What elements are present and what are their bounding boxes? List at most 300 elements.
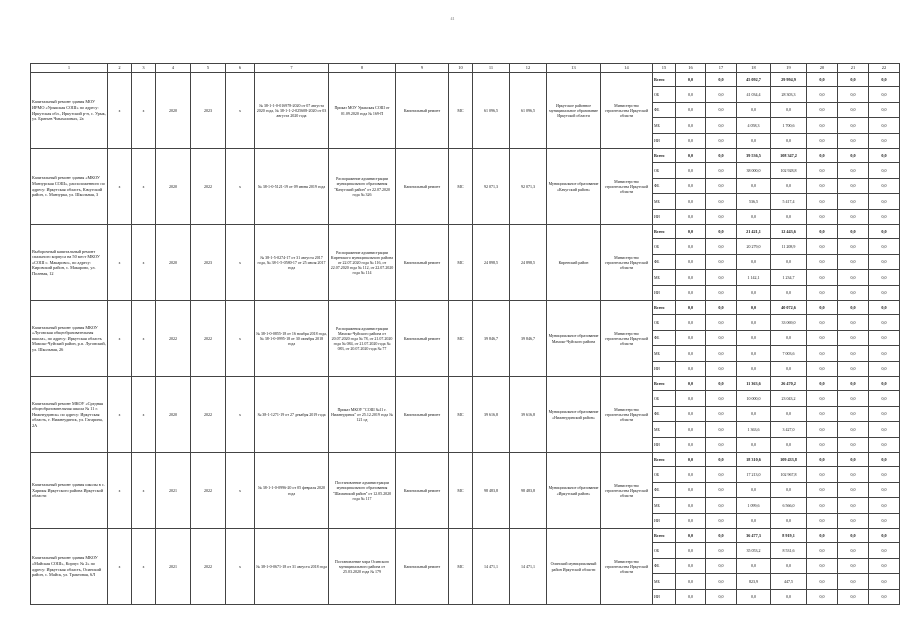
amount-cell: 0,0 [676,194,706,210]
funding-source: ОБ [653,391,676,407]
col-6: х [226,529,255,605]
amount-cell: 0,0 [676,453,706,467]
approval-document: Приказ МОУ Урыкская СОШ от 01.09.2020 года № 169-П [329,73,396,149]
amount-cell: 0,0 [838,225,869,239]
amount-cell: 7 003,6 [771,346,807,362]
col-10: МС [449,73,473,149]
funding-source: ФБ [653,558,676,574]
amount-cell: 0,0 [771,558,807,574]
amount-cell: 0,0 [771,437,807,453]
amount-cell: 0,0 [706,209,737,225]
amount-cell: 0,0 [838,467,869,483]
amount-cell: 0,0 [869,149,900,163]
col-10: МС [449,453,473,529]
amount-cell: 0,0 [807,543,838,559]
municipality: Муниципальное образование «Нижнеудинский район» [547,377,601,453]
amount-cell: 0,0 [737,482,771,498]
object-name: Капитальный ремонт МКОУ «Средняя общеобразовательная школа № 11 г. Нижнеудинск» по адресу: Иркутская область, г. Нижнеудинск, ул. Гагарина, 2А [31,377,108,453]
funding-source: ИИ [653,209,676,225]
expertise-conclusion: № 38-1-5-0274-17 от 31 августа 2017 года, № 38-1-5-0580-17 от 25 июля 2017 года [255,225,329,301]
amount-cell: 0,0 [838,361,869,377]
col-3: х [132,301,156,377]
amount-cell: 0,0 [737,102,771,118]
amount-cell: 0,0 [838,254,869,270]
col-4: 2020 [156,377,191,453]
work-type: Капитальный ремонт [396,529,449,605]
col-3: х [132,73,156,149]
amount-cell: 0,0 [807,270,838,286]
col-2: х [108,377,132,453]
amount-cell: 0,0 [838,270,869,286]
amount-cell: 0,0 [706,178,737,194]
amount-cell: 0,0 [706,270,737,286]
col-10: МС [449,225,473,301]
amount-cell: 0,0 [838,209,869,225]
amount-cell: 0,0 [838,346,869,362]
amount-cell: 0,0 [676,589,706,605]
amount-cell: 0,0 [771,406,807,422]
amount-cell: 0,0 [869,118,900,134]
amount-cell: 1 142,1 [737,270,771,286]
amount-cell: 0,0 [807,73,838,87]
col-4: 2021 [156,529,191,605]
municipality: Киренский район [547,225,601,301]
object-row [31,453,900,467]
responsible-executor: Министерство строительства Иркутской области [601,73,653,149]
amount-cell: 0,0 [676,574,706,590]
amount-cell: 0,0 [838,194,869,210]
amount-cell: 23 043,2 [771,391,807,407]
amount-cell: 0,0 [869,482,900,498]
amount-cell: 0,0 [869,102,900,118]
amount-cell: 0,0 [676,467,706,483]
col-4: 2021 [156,453,191,529]
remaining-cost: 39 846,7 [510,301,547,377]
amount-cell: 0,0 [737,315,771,331]
amount-cell: 0,0 [807,149,838,163]
amount-cell: 0,0 [771,482,807,498]
amount-cell: 0,0 [807,406,838,422]
amount-cell: 0,0 [807,225,838,239]
col-4: 2020 [156,225,191,301]
expertise-conclusion: № 38-1-1-0-0996-20 от 05 февраля 2020 года [255,453,329,529]
amount-cell: 0,0 [706,377,737,391]
amount-cell: 0,0 [807,315,838,331]
amount-cell: 0,0 [807,133,838,149]
col-5: 2022 [191,149,226,225]
amount-cell: 0,0 [706,239,737,255]
amount-cell: 40 072,6 [771,301,807,315]
expertise-conclusion: № 38-1-1271-19 от 27 декабря 2019 года [255,377,329,453]
amount-cell: 0,0 [706,467,737,483]
amount-cell: 0,0 [676,361,706,377]
amount-cell: 0,0 [869,437,900,453]
amount-cell: 0,0 [706,543,737,559]
expertise-conclusion: № 38-1-1-0-016978-2020 от 07 августа 2020 года, № 38-1-1-2-025608-2020 от 03 августа 2020 года [255,73,329,149]
amount-cell: 0,0 [737,513,771,529]
amount-cell: 0,0 [807,529,838,543]
amount-cell: 26 470,2 [771,377,807,391]
header-cell: 4 [156,64,191,73]
amount-cell: 21 421,1 [737,225,771,239]
amount-cell: 0,0 [838,453,869,467]
amount-cell: 0,0 [807,163,838,179]
funding-source: Всего [653,529,676,543]
amount-cell: 0,0 [869,87,900,103]
responsible-executor: Министерство строительства Иркутской области [601,453,653,529]
amount-cell: 0,0 [807,422,838,438]
amount-cell: 0,0 [676,422,706,438]
amount-cell: 1 700,6 [771,118,807,134]
header-cell: 1 [31,64,108,73]
amount-cell: 0,0 [676,498,706,514]
expertise-conclusion: № 38-1-0-0855-18 от 16 ноября 2018 года, № 38-1-0-0995-18 от 30 октября 2018 года [255,301,329,377]
amount-cell: 0,0 [737,406,771,422]
col-4: 2020 [156,149,191,225]
remaining-cost: 92 071,3 [510,149,547,225]
amount-cell: 0,0 [869,133,900,149]
amount-cell: 0,0 [706,406,737,422]
funding-source: МБ [653,422,676,438]
amount-cell: 0,0 [676,163,706,179]
amount-cell: 0,0 [676,529,706,543]
funding-source: МБ [653,118,676,134]
amount-cell: 0,0 [771,361,807,377]
work-type: Капитальный ремонт [396,225,449,301]
amount-cell: 0,0 [706,558,737,574]
header-cell: 11 [473,64,510,73]
amount-cell: 8 531,6 [771,543,807,559]
amount-cell: 0,0 [771,330,807,346]
amount-cell: 0,0 [807,453,838,467]
col-2: х [108,225,132,301]
col-10: МС [449,529,473,605]
amount-cell: 0,0 [807,346,838,362]
amount-cell: 102 967,8 [771,467,807,483]
amount-cell: 0,0 [676,513,706,529]
header-cell: 9 [396,64,449,73]
responsible-executor: Министерство строительства Иркутской области [601,529,653,605]
amount-cell: 0,0 [838,513,869,529]
amount-cell: 0,0 [869,529,900,543]
header-cell: 18 [737,64,771,73]
approval-document: Распоряжения администрации Мамско-Чуйского района от 20.07.2020 года № 78, от 21.07.2020 года № 084, от 21.07.2020 года № 083, от 20.07.2020 года № 77 [329,301,396,377]
amount-cell: 0,0 [869,377,900,391]
amount-cell: 0,0 [737,558,771,574]
funding-source: ФБ [653,178,676,194]
amount-cell: 0,0 [807,118,838,134]
amount-cell: 0,0 [706,73,737,87]
funding-source: Всего [653,149,676,163]
funding-source: МБ [653,498,676,514]
amount-cell: 0,0 [807,467,838,483]
amount-cell: 1 363,6 [737,422,771,438]
amount-cell: 0,0 [706,513,737,529]
amount-cell: 0,0 [807,194,838,210]
amount-cell: 1 234,7 [771,270,807,286]
funding-source: Всего [653,301,676,315]
amount-cell: 0,0 [676,558,706,574]
amount-cell: 0,0 [838,73,869,87]
amount-cell: 0,0 [838,102,869,118]
amount-cell: 0,0 [737,301,771,315]
amount-cell: 0,0 [869,589,900,605]
col-5: 2022 [191,377,226,453]
funding-source: ОБ [653,467,676,483]
municipality: Иркутское районное муниципальное образование Иркутской области [547,73,601,149]
estimated-cost: 39 616,8 [473,377,510,453]
approval-document: Распоряжение администрации муниципального образования "Качугский район" от 22.07.2020 года № 326 [329,149,396,225]
amount-cell: 0,0 [771,254,807,270]
estimated-cost: 98 483,8 [473,453,510,529]
funding-source: ИИ [653,589,676,605]
header-cell: 17 [706,64,737,73]
object-name: Капитальный ремонт здания школы в с. Харикы Иркутского района Иркутской области [31,453,108,529]
col-6: х [226,453,255,529]
amount-cell: 0,0 [676,285,706,301]
amount-cell: 0,0 [869,270,900,286]
remaining-cost: 24 898,5 [510,225,547,301]
funding-source: ОБ [653,163,676,179]
amount-cell: 0,0 [838,558,869,574]
amount-cell: 0,0 [869,498,900,514]
amount-cell: 29 994,9 [771,73,807,87]
amount-cell: 0,0 [869,543,900,559]
amount-cell: 0,0 [706,529,737,543]
amount-cell: 8 919,1 [771,529,807,543]
amount-cell: 0,0 [676,133,706,149]
amount-cell: 0,0 [737,361,771,377]
approval-document: Распоряжение администрации Киренского муниципального района от 22.07.2020 года № 116, от 22.07.2020 года № 112, от 22.07.2020 года № 114 [329,225,396,301]
header-cell: 21 [838,64,869,73]
amount-cell: 0,0 [869,346,900,362]
amount-cell: 0,0 [676,102,706,118]
col-4: 2022 [156,301,191,377]
amount-cell: 0,0 [807,513,838,529]
amount-cell: 0,0 [706,437,737,453]
col-6: х [226,73,255,149]
amount-cell: 0,0 [706,315,737,331]
estimated-cost: 92 071,3 [473,149,510,225]
col-6: х [226,225,255,301]
amount-cell: 0,0 [869,239,900,255]
amount-cell: 0,0 [807,209,838,225]
work-type: Капитальный ремонт [396,377,449,453]
funding-source: ИИ [653,133,676,149]
municipality: Муниципальное образование Мамско-Чуйского района [547,301,601,377]
funding-source: Всего [653,225,676,239]
col-5: 2023 [191,73,226,149]
funding-source: Всего [653,453,676,467]
amount-cell: 0,0 [807,239,838,255]
program-table [30,63,900,605]
amount-cell: 0,0 [706,87,737,103]
funding-source: ИИ [653,361,676,377]
funding-source: ФБ [653,330,676,346]
remaining-cost: 61 096,5 [510,73,547,149]
amount-cell: 0,0 [706,453,737,467]
amount-cell: 0,0 [807,377,838,391]
amount-cell: 0,0 [706,254,737,270]
object-name: Капитальный ремонт здания «МКОУ Манзурская СОШ», расположенного по адресу: Иркутская область, Качугский район, с. Манзурка, ул. Школьная, 3 [31,149,108,225]
amount-cell: 0,0 [706,194,737,210]
amount-cell: 0,0 [838,149,869,163]
amount-cell: 0,0 [737,330,771,346]
amount-cell: 0,0 [706,361,737,377]
amount-cell: 0,0 [807,330,838,346]
funding-source: ОБ [653,239,676,255]
amount-cell: 0,0 [706,330,737,346]
amount-cell: 0,0 [807,178,838,194]
object-row [31,225,900,239]
amount-cell: 0,0 [706,285,737,301]
amount-cell: 0,0 [807,558,838,574]
amount-cell: 0,0 [706,422,737,438]
amount-cell: 0,0 [838,315,869,331]
col-3: х [132,529,156,605]
amount-cell: 0,0 [869,406,900,422]
amount-cell: 35 053,2 [737,543,771,559]
amount-cell: 0,0 [706,149,737,163]
object-row [31,529,900,543]
amount-cell: 0,0 [676,239,706,255]
expertise-conclusion: № 38-1-0-5121-19 от 09 июня 2019 года [255,149,329,225]
col-2: х [108,149,132,225]
amount-cell: 0,0 [676,437,706,453]
amount-cell: 0,0 [676,482,706,498]
object-row [31,377,900,391]
page-number: 41 [450,16,455,21]
amount-cell: 12 443,6 [771,225,807,239]
amount-cell: 0,0 [737,209,771,225]
funding-source: Всего [653,377,676,391]
amount-cell: 0,0 [771,589,807,605]
amount-cell: 0,0 [737,589,771,605]
amount-cell: 0,0 [838,377,869,391]
col-6: х [226,377,255,453]
amount-cell: 0,0 [838,529,869,543]
object-name: Выборочный капитальный ремонт спального корпуса на 50 мест МКОУ «СОШ с. Макарово», по адресу: Кировский район, с. Макарово, ул. Полевая, 12 [31,225,108,301]
amount-cell: 0,0 [676,270,706,286]
col-4: 2020 [156,73,191,149]
amount-cell: 36 477,3 [737,529,771,543]
col-3: х [132,225,156,301]
funding-source: МБ [653,270,676,286]
amount-cell: 0,0 [676,346,706,362]
header-cell: 2 [108,64,132,73]
col-2: х [108,529,132,605]
estimated-cost: 14 471,1 [473,529,510,605]
approval-document: Постановление администрации муниципального образования "Шаманский район" от 12.05.2020 года № 117 [329,453,396,529]
amount-cell: 6 566,0 [771,498,807,514]
amount-cell: 447,5 [771,574,807,590]
amount-cell: 33 069,0 [771,315,807,331]
amount-cell: 0,0 [706,163,737,179]
amount-cell: 0,0 [676,330,706,346]
funding-source: Всего [653,73,676,87]
amount-cell: 0,0 [676,149,706,163]
amount-cell: 0,0 [706,498,737,514]
funding-source: ИИ [653,513,676,529]
amount-cell: 0,0 [706,118,737,134]
amount-cell: 41 034,4 [737,87,771,103]
funding-source: ОБ [653,315,676,331]
amount-cell: 0,0 [676,178,706,194]
amount-cell: 0,0 [838,178,869,194]
col-5: 2023 [191,225,226,301]
amount-cell: 0,0 [838,574,869,590]
amount-cell: 0,0 [807,102,838,118]
col-10: МС [449,301,473,377]
amount-cell: 0,0 [869,558,900,574]
amount-cell: 0,0 [869,194,900,210]
funding-source: МБ [653,194,676,210]
amount-cell: 0,0 [807,285,838,301]
amount-cell: 0,0 [838,330,869,346]
amount-cell: 0,0 [869,361,900,377]
amount-cell: 0,0 [737,178,771,194]
col-2: х [108,73,132,149]
approval-document: Постановление мэра Осинского муниципального района от 25.03.2020 года № 179 [329,529,396,605]
header-cell: 6 [226,64,255,73]
work-type: Капитальный ремонт [396,453,449,529]
object-name: Капитальный ремонт здания МКОУ «Луговская общеобразовательная школа», по адресу: Иркутская область Мамско-Чуйский район, р.п. Луговский, ул. Школьная, 26 [31,301,108,377]
amount-cell: 0,0 [807,301,838,315]
estimated-cost: 61 096,5 [473,73,510,149]
amount-cell: 38 000,0 [737,163,771,179]
header-cell: 19 [771,64,807,73]
responsible-executor: Министерство строительства Иркутской области [601,225,653,301]
amount-cell: 0,0 [807,391,838,407]
amount-cell: 0,0 [869,163,900,179]
header-cell: 22 [869,64,900,73]
amount-cell: 0,0 [869,225,900,239]
amount-cell: 0,0 [737,285,771,301]
header-cell: 16 [676,64,706,73]
funding-source: ИИ [653,437,676,453]
amount-cell: 18 310,6 [737,453,771,467]
amount-cell: 0,0 [807,87,838,103]
amount-cell: 0,0 [869,285,900,301]
amount-cell: 0,0 [706,574,737,590]
amount-cell: 0,0 [838,498,869,514]
amount-cell: 0,0 [869,315,900,331]
estimated-cost: 24 898,5 [473,225,510,301]
amount-cell: 45 092,7 [737,73,771,87]
amount-cell: 0,0 [706,225,737,239]
amount-cell: 1 099,6 [737,498,771,514]
header-cell: 12 [510,64,547,73]
amount-cell: 0,0 [676,225,706,239]
amount-cell: 0,0 [676,315,706,331]
amount-cell: 0,0 [706,102,737,118]
municipality: Муниципальное образование «Иркутский район» [547,453,601,529]
col-5: 2022 [191,453,226,529]
work-type: Капитальный ремонт [396,73,449,149]
amount-cell: 0,0 [838,87,869,103]
amount-cell: 536,5 [737,194,771,210]
object-row [31,301,900,315]
amount-cell: 0,0 [838,391,869,407]
amount-cell: 0,0 [838,285,869,301]
amount-cell: 28 303,3 [771,87,807,103]
amount-cell: 3 427,0 [771,422,807,438]
estimated-cost: 39 846,7 [473,301,510,377]
col-5: 2022 [191,529,226,605]
header-cell: 7 [255,64,329,73]
approval-document: Приказ МКОУ "СОШ №11 г. Нижнеудинск" от 25.12.2019 года № 121 од [329,377,396,453]
amount-cell: 0,0 [838,133,869,149]
